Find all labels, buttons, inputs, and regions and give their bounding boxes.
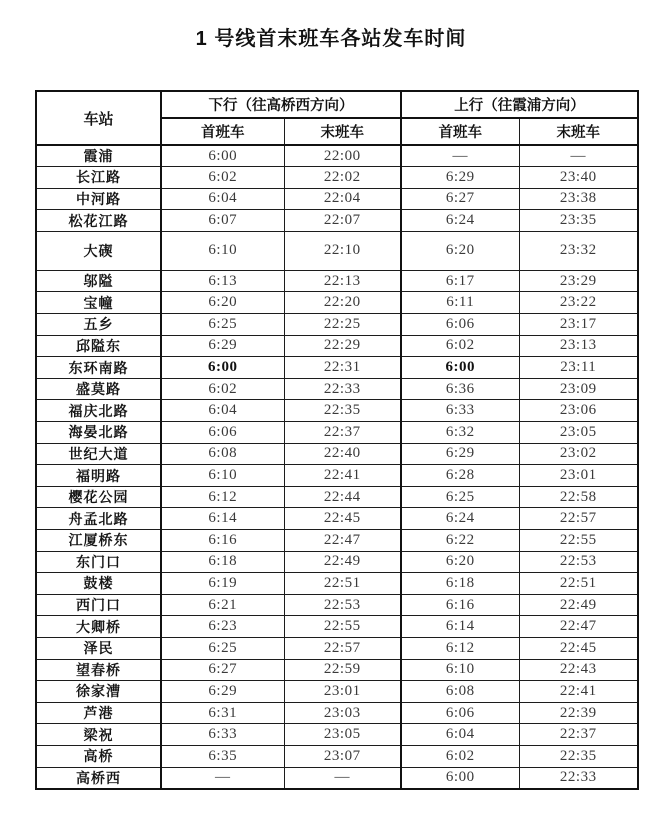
up-last-time-cell: 23:06 <box>519 400 638 422</box>
down-last-time-cell: 22:31 <box>284 357 401 379</box>
station-name-cell: 盛莫路 <box>36 378 161 400</box>
up-last-time-cell: 22:45 <box>519 637 638 659</box>
station-name-cell: 泽民 <box>36 637 161 659</box>
up-first-time-cell: 6:28 <box>401 465 519 487</box>
station-name-cell: 邬隘 <box>36 270 161 292</box>
header-down-first-train: 首班车 <box>161 118 284 145</box>
station-name-cell: 江厦桥东 <box>36 530 161 552</box>
table-row <box>36 573 638 595</box>
station-name-cell: 中河路 <box>36 188 161 210</box>
station-name-cell: 鼓楼 <box>36 573 161 595</box>
down-last-time-cell: 22:13 <box>284 270 401 292</box>
down-last-time-cell: 22:10 <box>284 231 401 270</box>
down-first-time-cell: 6:06 <box>161 422 284 444</box>
up-last-time-cell: 22:33 <box>519 767 638 789</box>
down-last-time-cell: 22:41 <box>284 465 401 487</box>
table-row <box>36 357 638 379</box>
down-last-time-cell: 22:53 <box>284 594 401 616</box>
header-station: 车站 <box>36 91 161 145</box>
table-row <box>36 616 638 638</box>
down-first-time-cell: 6:31 <box>161 702 284 724</box>
up-first-time-cell: 6:33 <box>401 400 519 422</box>
timetable-body <box>36 145 638 789</box>
station-name-cell: 大卿桥 <box>36 616 161 638</box>
up-first-time-cell: 6:29 <box>401 167 519 189</box>
up-first-time-cell: 6:02 <box>401 745 519 767</box>
table-row <box>36 400 638 422</box>
up-first-time-cell: 6:20 <box>401 551 519 573</box>
table-row <box>36 659 638 681</box>
up-last-time-cell: 22:39 <box>519 702 638 724</box>
down-last-time-cell: 22:35 <box>284 400 401 422</box>
up-first-time-cell: 6:00 <box>401 767 519 789</box>
up-last-time-cell: 23:38 <box>519 188 638 210</box>
up-first-time-cell: 6:10 <box>401 659 519 681</box>
up-last-time-cell: 23:11 <box>519 357 638 379</box>
station-name-cell: 西门口 <box>36 594 161 616</box>
up-first-time-cell: 6:24 <box>401 508 519 530</box>
station-name-cell: 福明路 <box>36 465 161 487</box>
up-last-time-cell: 23:02 <box>519 443 638 465</box>
timetable-header <box>36 91 638 145</box>
up-last-time-cell: 22:55 <box>519 530 638 552</box>
down-last-time-cell: 23:05 <box>284 724 401 746</box>
station-name-cell: 长江路 <box>36 167 161 189</box>
down-last-time-cell: 22:20 <box>284 292 401 314</box>
down-last-time-cell: 23:01 <box>284 681 401 703</box>
up-last-time-cell: 22:47 <box>519 616 638 638</box>
down-first-time-cell: 6:10 <box>161 465 284 487</box>
down-last-time-cell: 22:57 <box>284 637 401 659</box>
up-last-time-cell: 22:53 <box>519 551 638 573</box>
up-first-time-cell: 6:00 <box>401 357 519 379</box>
up-first-time-cell: 6:22 <box>401 530 519 552</box>
down-first-time-cell: 6:08 <box>161 443 284 465</box>
up-first-time-cell: 6:06 <box>401 314 519 336</box>
station-name-cell: 徐家漕 <box>36 681 161 703</box>
down-first-time-cell: 6:13 <box>161 270 284 292</box>
down-first-time-cell: 6:29 <box>161 681 284 703</box>
down-last-time-cell: 22:07 <box>284 210 401 232</box>
station-name-cell: 高桥 <box>36 745 161 767</box>
down-first-time-cell: — <box>161 767 284 789</box>
up-last-time-cell: 22:35 <box>519 745 638 767</box>
down-last-time-cell: 22:29 <box>284 335 401 357</box>
station-name-cell: 东环南路 <box>36 357 161 379</box>
down-first-time-cell: 6:23 <box>161 616 284 638</box>
table-row <box>36 422 638 444</box>
table-row <box>36 551 638 573</box>
table-row <box>36 167 638 189</box>
table-row <box>36 292 638 314</box>
table-row <box>36 724 638 746</box>
station-name-cell: 霞浦 <box>36 145 161 167</box>
up-last-time-cell: 23:40 <box>519 167 638 189</box>
up-last-time-cell: 22:41 <box>519 681 638 703</box>
table-row <box>36 681 638 703</box>
up-first-time-cell: 6:25 <box>401 486 519 508</box>
down-last-time-cell: 23:03 <box>284 702 401 724</box>
up-first-time-cell: 6:32 <box>401 422 519 444</box>
down-first-time-cell: 6:29 <box>161 335 284 357</box>
down-last-time-cell: 22:40 <box>284 443 401 465</box>
up-last-time-cell: — <box>519 145 638 167</box>
table-row <box>36 637 638 659</box>
down-last-time-cell: 23:07 <box>284 745 401 767</box>
down-last-time-cell: — <box>284 767 401 789</box>
up-first-time-cell: 6:11 <box>401 292 519 314</box>
table-row <box>36 702 638 724</box>
down-last-time-cell: 22:51 <box>284 573 401 595</box>
page-title: 1 号线首末班车各站发车时间 <box>195 28 467 50</box>
up-last-time-cell: 23:01 <box>519 465 638 487</box>
down-first-time-cell: 6:18 <box>161 551 284 573</box>
down-first-time-cell: 6:00 <box>161 357 284 379</box>
up-last-time-cell: 23:17 <box>519 314 638 336</box>
header-down-last-train: 末班车 <box>284 118 401 145</box>
down-last-time-cell: 22:37 <box>284 422 401 444</box>
up-first-time-cell: 6:27 <box>401 188 519 210</box>
down-first-time-cell: 6:07 <box>161 210 284 232</box>
station-name-cell: 松花江路 <box>36 210 161 232</box>
down-last-time-cell: 22:45 <box>284 508 401 530</box>
table-row <box>36 378 638 400</box>
table-row <box>36 443 638 465</box>
header-down-group: 下行（往高桥西方向） <box>161 91 401 118</box>
down-first-time-cell: 6:02 <box>161 167 284 189</box>
down-first-time-cell: 6:21 <box>161 594 284 616</box>
table-row <box>36 767 638 789</box>
up-first-time-cell: 6:14 <box>401 616 519 638</box>
down-last-time-cell: 22:55 <box>284 616 401 638</box>
down-first-time-cell: 6:16 <box>161 530 284 552</box>
station-name-cell: 望春桥 <box>36 659 161 681</box>
down-first-time-cell: 6:14 <box>161 508 284 530</box>
table-row <box>36 145 638 167</box>
up-last-time-cell: 22:58 <box>519 486 638 508</box>
up-last-time-cell: 22:49 <box>519 594 638 616</box>
down-last-time-cell: 22:47 <box>284 530 401 552</box>
station-name-cell: 海晏北路 <box>36 422 161 444</box>
table-row <box>36 530 638 552</box>
up-last-time-cell: 23:09 <box>519 378 638 400</box>
down-first-time-cell: 6:00 <box>161 145 284 167</box>
header-up-first-train: 首班车 <box>401 118 519 145</box>
up-last-time-cell: 22:37 <box>519 724 638 746</box>
down-last-time-cell: 22:33 <box>284 378 401 400</box>
up-last-time-cell: 23:05 <box>519 422 638 444</box>
down-last-time-cell: 22:59 <box>284 659 401 681</box>
down-last-time-cell: 22:04 <box>284 188 401 210</box>
down-first-time-cell: 6:35 <box>161 745 284 767</box>
up-first-time-cell: 6:02 <box>401 335 519 357</box>
station-name-cell: 舟孟北路 <box>36 508 161 530</box>
down-last-time-cell: 22:25 <box>284 314 401 336</box>
up-first-time-cell: 6:36 <box>401 378 519 400</box>
down-first-time-cell: 6:04 <box>161 188 284 210</box>
up-first-time-cell: 6:06 <box>401 702 519 724</box>
up-first-time-cell: 6:04 <box>401 724 519 746</box>
timetable <box>35 90 639 790</box>
station-name-cell: 高桥西 <box>36 767 161 789</box>
down-first-time-cell: 6:25 <box>161 637 284 659</box>
down-last-time-cell: 22:44 <box>284 486 401 508</box>
up-last-time-cell: 23:29 <box>519 270 638 292</box>
down-last-time-cell: 22:00 <box>284 145 401 167</box>
table-row <box>36 270 638 292</box>
table-row <box>36 231 638 270</box>
station-name-cell: 大碶 <box>36 231 161 270</box>
header-up-group: 上行（往霞浦方向） <box>401 91 638 118</box>
station-name-cell: 芦港 <box>36 702 161 724</box>
table-row <box>36 594 638 616</box>
down-first-time-cell: 6:20 <box>161 292 284 314</box>
header-row-groups <box>36 91 638 118</box>
down-last-time-cell: 22:49 <box>284 551 401 573</box>
up-first-time-cell: 6:12 <box>401 637 519 659</box>
table-row <box>36 745 638 767</box>
station-name-cell: 福庆北路 <box>36 400 161 422</box>
up-last-time-cell: 23:22 <box>519 292 638 314</box>
up-first-time-cell: 6:17 <box>401 270 519 292</box>
table-row <box>36 335 638 357</box>
table-row <box>36 486 638 508</box>
down-first-time-cell: 6:25 <box>161 314 284 336</box>
down-last-time-cell: 22:02 <box>284 167 401 189</box>
up-first-time-cell: 6:24 <box>401 210 519 232</box>
up-last-time-cell: 23:35 <box>519 210 638 232</box>
station-name-cell: 五乡 <box>36 314 161 336</box>
up-last-time-cell: 23:32 <box>519 231 638 270</box>
down-first-time-cell: 6:12 <box>161 486 284 508</box>
station-name-cell: 宝幢 <box>36 292 161 314</box>
up-last-time-cell: 22:51 <box>519 573 638 595</box>
up-last-time-cell: 22:43 <box>519 659 638 681</box>
down-first-time-cell: 6:27 <box>161 659 284 681</box>
table-row <box>36 508 638 530</box>
down-first-time-cell: 6:19 <box>161 573 284 595</box>
up-first-time-cell: 6:20 <box>401 231 519 270</box>
table-row <box>36 210 638 232</box>
down-first-time-cell: 6:04 <box>161 400 284 422</box>
table-row <box>36 188 638 210</box>
station-name-cell: 世纪大道 <box>36 443 161 465</box>
station-name-cell: 邱隘东 <box>36 335 161 357</box>
station-name-cell: 梁祝 <box>36 724 161 746</box>
station-name-cell: 东门口 <box>36 551 161 573</box>
up-first-time-cell: 6:08 <box>401 681 519 703</box>
up-last-time-cell: 22:57 <box>519 508 638 530</box>
header-up-last-train: 末班车 <box>519 118 638 145</box>
up-first-time-cell: — <box>401 145 519 167</box>
down-first-time-cell: 6:10 <box>161 231 284 270</box>
table-row <box>36 314 638 336</box>
table-row <box>36 465 638 487</box>
up-first-time-cell: 6:18 <box>401 573 519 595</box>
up-last-time-cell: 23:13 <box>519 335 638 357</box>
station-name-cell: 樱花公园 <box>36 486 161 508</box>
down-first-time-cell: 6:33 <box>161 724 284 746</box>
down-first-time-cell: 6:02 <box>161 378 284 400</box>
up-first-time-cell: 6:16 <box>401 594 519 616</box>
up-first-time-cell: 6:29 <box>401 443 519 465</box>
